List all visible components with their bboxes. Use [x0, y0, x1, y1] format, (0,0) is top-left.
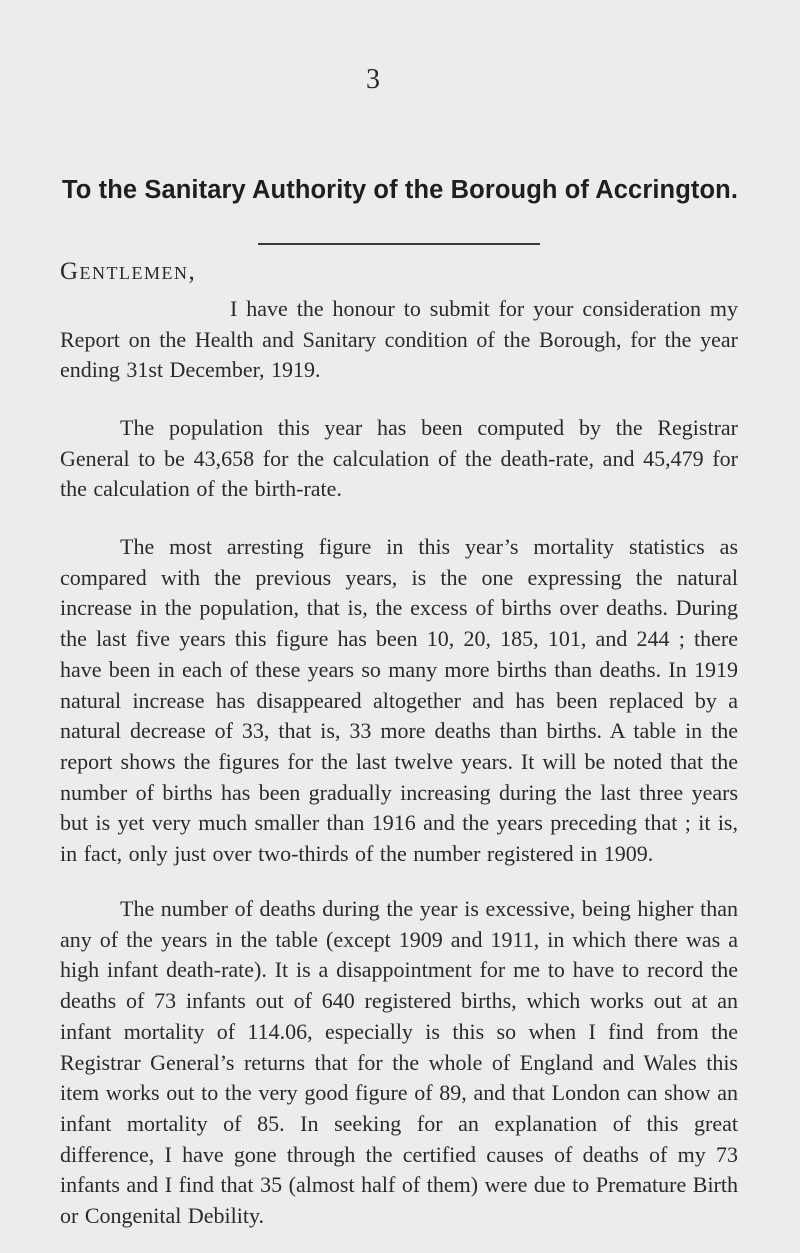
paragraph-block: [60, 413, 738, 505]
paragraph-block: [60, 532, 738, 870]
paragraph-natural-increase: The most arresting figure in this year’s mortality statistics as compared with the previous years, is the one expressing the natural increase in the population, that is, the excess of births over deaths. During the last five years this figure has been 10, 20, 185, 101, and 244 ; there have been in each of these years so many more births than deaths. In 1919 natural increase has disappeared altogether and has been replaced by a natural decrease of 33, that is, 33 more deaths than births. A table in the report shows the figures for the last twelve years. It will be noted that the number of births has been gradually increasing during the last three years but is yet very much smaller than 1916 and the years preceding that ; it is, in fact, only just over two-thirds of the number registered in 1909.: [60, 534, 738, 867]
paragraph-block: [60, 894, 738, 1232]
paragraph-introduction: I have the honour to submit for your consideration my Report on the Health and Sanitary condition of the Borough, for the year ending 31st December, 1919.: [60, 296, 738, 383]
paragraph-population: The population this year has been computed by the Registrar General to be 43,658 for the calculation of the death-rate, and 45,479 for the calculation of the birth-rate.: [60, 415, 738, 502]
paragraph-deaths: The number of deaths during the year is excessive, being higher than any of the years in the table (except 1909 and 1911, in which there was a high infant death-rate). It is a disappointment for me to have to record the deaths of 73 infants out of 640 registered births, which works out at an infant mortality of 114.06, especially is this so when I find from the Registrar General’s returns that for the whole of England and Wales this item works out to the very good figure of 89, and that London can show an infant mortality of 85. In seeking for an explanation of this great difference, I have gone through the certified causes of deaths of my 73 infants and I find that 35 (almost half of them) were due to Premature Birth or Congenital Debility.: [60, 896, 738, 1229]
page-number: 3: [366, 64, 380, 95]
paragraph-block: [60, 294, 738, 386]
salutation: Gentlemen,: [60, 258, 197, 285]
divider-rule: [258, 243, 540, 245]
page-title: To the Sanitary Authority of the Borough of Accrington.: [61, 176, 739, 204]
